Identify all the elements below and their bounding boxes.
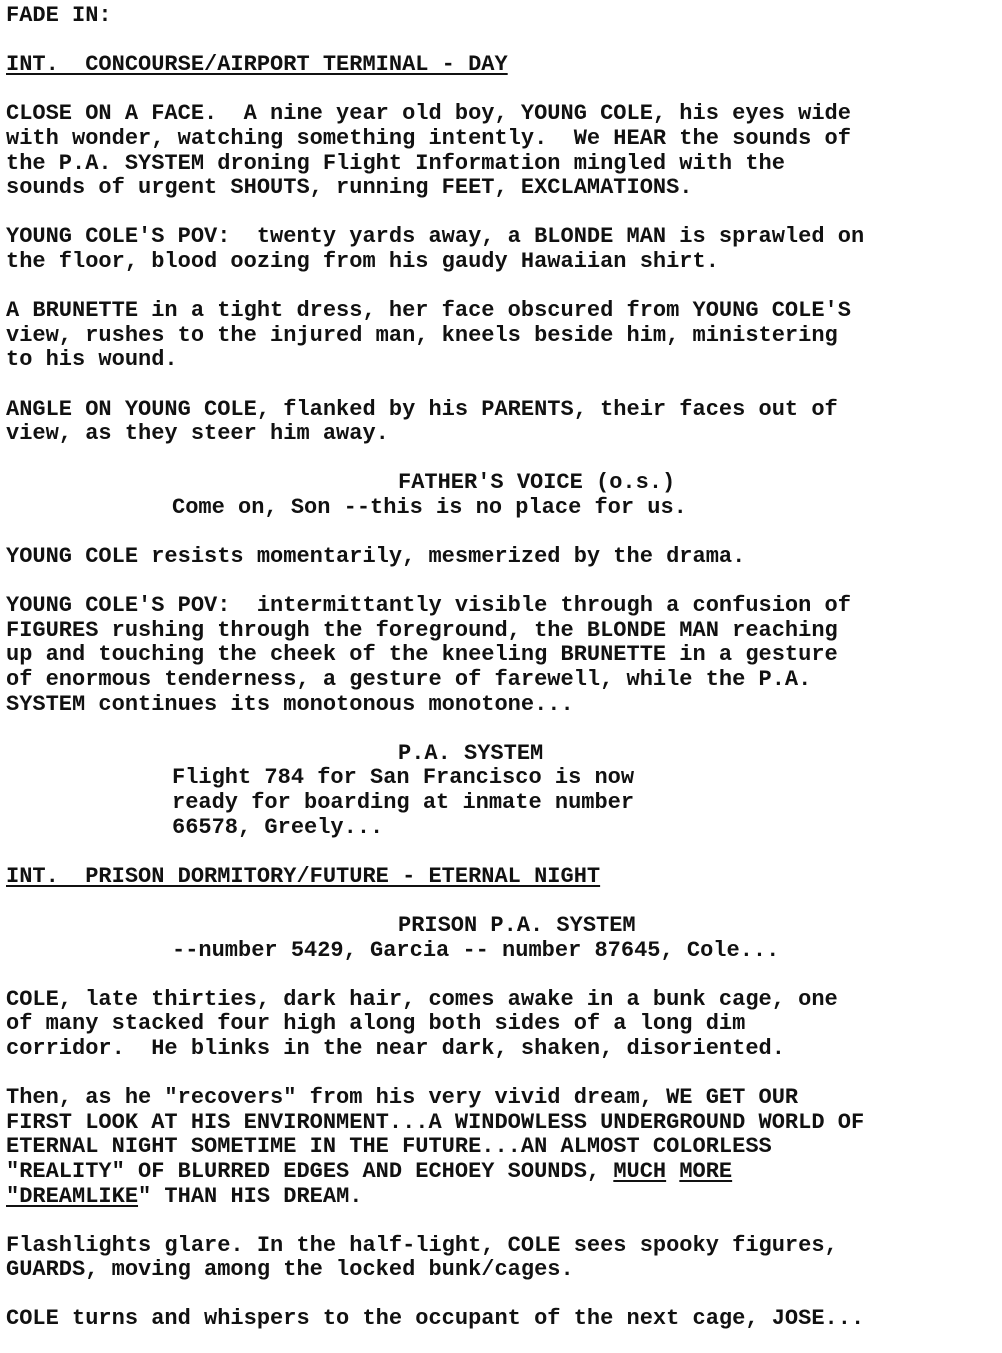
action-line: A BRUNETTE in a tight dress, her face obscured from YOUNG COLE'S — [6, 298, 851, 324]
action-line: ANGLE ON YOUNG COLE, flanked by his PARENTS, their faces out of — [6, 396, 838, 422]
action-flashlights — [6, 1234, 996, 1283]
dialogue-line: --number 5429, Garcia -- number 87645, Cole... — [172, 937, 780, 963]
action-line: YOUNG COLE'S POV: intermittantly visible through a confusion of — [6, 593, 851, 619]
action-line: view, rushes to the injured man, kneels beside him, ministering — [6, 322, 838, 348]
action-line: the floor, blood oozing from his gaudy Hawaiian shirt. — [6, 248, 719, 274]
dialogue-line: Flight 784 for San Francisco is now — [172, 765, 635, 791]
action-line: to his wound. — [6, 347, 178, 373]
dialogue-fathers-voice — [6, 471, 996, 520]
dialogue-line: Come on, Son --this is no place for us. — [172, 494, 687, 520]
action-line: COLE, late thirties, dark hair, comes awake in a bunk cage, one — [6, 986, 838, 1012]
dialogue-line: ready for boarding at inmate number — [172, 790, 635, 815]
action-line: of many stacked four high along both sides of a long dim — [6, 1011, 746, 1037]
action-line: of enormous tenderness, a gesture of farewell, while the P.A. — [6, 667, 812, 693]
dialogue-pa-system — [6, 742, 996, 840]
action-text: "REALITY" OF BLURRED EDGES AND ECHOEY SOUNDS, — [6, 1158, 614, 1184]
scene-heading-airport: INT. CONCOURSE/AIRPORT TERMINAL - DAY — [6, 52, 508, 78]
dialogue-line: 66578, Greely... — [172, 814, 384, 840]
action-line: Flashlights glare. In the half-light, COLE sees spooky figures, — [6, 1232, 838, 1258]
action-line: view, as they steer him away. — [6, 421, 389, 447]
screenplay-page — [6, 4, 996, 1332]
action-cole-whispers — [6, 1307, 996, 1332]
action-line — [6, 1160, 996, 1185]
character-name: PRISON P.A. SYSTEM — [398, 912, 636, 938]
scene-heading-prison: INT. PRISON DORMITORY/FUTURE - ETERNAL NIGHT — [6, 863, 601, 889]
action-line — [6, 1185, 996, 1210]
action-line: FIGURES rushing through the foreground, the BLONDE MAN reaching — [6, 617, 838, 643]
action-line: YOUNG COLE'S POV: twenty yards away, a BLONDE MAN is sprawled on — [6, 224, 865, 250]
action-line: CLOSE ON A FACE. A nine year old boy, YOUNG COLE, his eyes wide — [6, 101, 851, 127]
action-environment — [6, 1086, 996, 1209]
action-line: up and touching the cheek of the kneeling BRUNETTE in a gesture — [6, 642, 838, 668]
action-text: " THAN HIS DREAM. — [138, 1183, 363, 1209]
action-close-on-face — [6, 102, 996, 200]
action-line: YOUNG COLE resists momentarily, mesmerized by the drama. — [6, 544, 746, 570]
action-line: the P.A. SYSTEM droning Flight Information mingled with the — [6, 150, 785, 176]
dialogue-prison-pa-system — [6, 914, 996, 963]
action-young-cole-pov — [6, 225, 996, 274]
action-line: FIRST LOOK AT HIS ENVIRONMENT...A WINDOWLESS UNDERGROUND WORLD OF — [6, 1109, 865, 1135]
action-brunette — [6, 299, 996, 373]
space — [666, 1159, 679, 1184]
action-resists — [6, 545, 996, 570]
underlined-dreamlike: "DREAMLIKE — [6, 1183, 139, 1209]
action-intermittant-pov — [6, 594, 996, 717]
action-cole-awakes — [6, 988, 996, 1062]
action-line: corridor. He blinks in the near dark, shaken, disoriented. — [6, 1035, 785, 1061]
action-line: SYSTEM continues its monotonous monotone... — [6, 691, 574, 717]
action-line: Then, as he "recovers" from his very vivid dream, WE GET OUR — [6, 1085, 799, 1111]
action-line: COLE turns and whispers to the occupant of the next cage, JOSE... — [6, 1306, 865, 1332]
underlined-more: MORE — [679, 1158, 733, 1184]
action-line: GUARDS, moving among the locked bunk/cages. — [6, 1257, 574, 1283]
character-name: P.A. SYSTEM — [398, 740, 544, 766]
action-angle-on-young-cole — [6, 398, 996, 447]
transition: FADE IN: — [6, 3, 112, 28]
action-line: with wonder, watching something intently. We HEAR the sounds of — [6, 125, 851, 151]
action-line: sounds of urgent SHOUTS, running FEET, EXCLAMATIONS. — [6, 175, 693, 201]
underlined-much: MUCH — [613, 1158, 667, 1184]
character-name: FATHER'S VOICE (o.s.) — [398, 470, 676, 496]
action-line: ETERNAL NIGHT SOMETIME IN THE FUTURE...AN ALMOST COLORLESS — [6, 1134, 772, 1160]
